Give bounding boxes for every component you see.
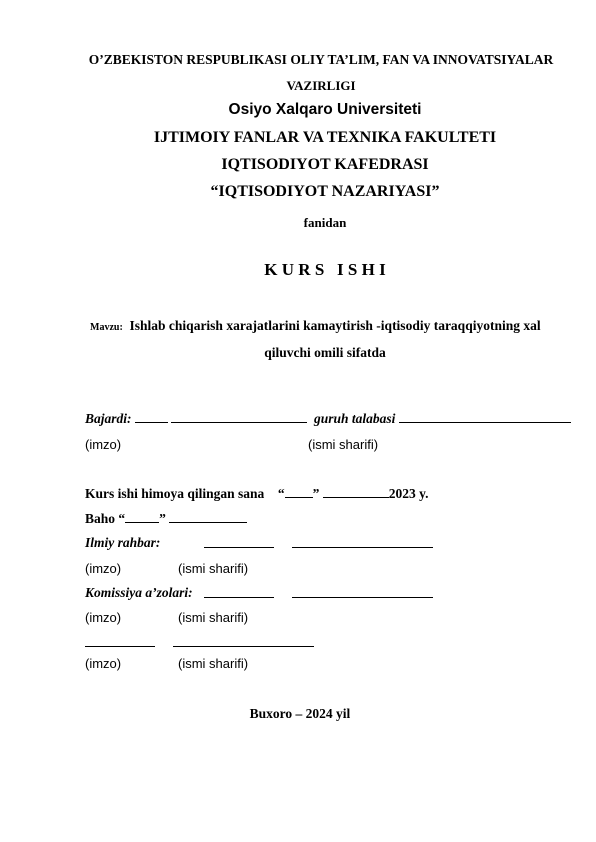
defense-label: Kurs ishi himoya qilingan sana (85, 486, 265, 501)
rahbar-imzo: (imzo) (85, 561, 122, 576)
komissiya-imzo-1: (imzo) (85, 610, 122, 625)
komissiya-ismi-2: (ismi sharifi) (178, 656, 249, 671)
faculty-name: IJTIMOIY FANLAR VA TEXNIKA FAKULTETI (153, 129, 497, 146)
defense-year: 2023 y. (388, 486, 429, 501)
topic-line-2: qiluvchi omili sifatda (264, 345, 386, 360)
topic-label: Mavzu: (90, 322, 123, 333)
baho-grade-line (125, 510, 159, 523)
defense-month-line (323, 485, 389, 498)
komissiya-imzo-2: (imzo) (85, 656, 122, 671)
guruh-line (399, 410, 571, 423)
komissiya-sign-line-2 (85, 634, 155, 647)
defense-close-quote: ” (312, 486, 320, 501)
bajardi-row (85, 410, 571, 427)
bajardi-name-line (171, 410, 307, 423)
subject-suffix: fanidan (303, 215, 347, 230)
komissiya-label: Komissiya a’zolari: (85, 585, 193, 600)
komissiya-sign-line-1 (204, 585, 274, 598)
subject-name: “IQTISODIYOT NAZARIYASI” (210, 183, 440, 200)
defense-open-quote: “ (277, 486, 285, 501)
guruh-label: guruh talabasi (314, 411, 396, 426)
ministry-line-2: VAZIRLIGI (286, 78, 356, 93)
baho-row (85, 510, 247, 527)
defense-row (85, 485, 428, 502)
baho-label: Baho “ (85, 511, 126, 526)
department-name: IQTISODIYOT KAFEDRASI (221, 156, 429, 173)
baho-words-line (169, 510, 247, 523)
komissiya-name-line-2 (173, 634, 314, 647)
defense-day-line (285, 485, 313, 498)
bajardi-imzo: (imzo) (85, 437, 122, 452)
rahbar-label: Ilmiy rahbar: (85, 535, 161, 550)
topic-text-1: Ishlab chiqarish xarajatlarini kamaytirish -iqtisodiy taraqqiyotning xal (129, 318, 541, 333)
topic-line-1 (90, 318, 541, 334)
university-name: Osiyo Xalqaro Universiteti (228, 101, 422, 118)
rahbar-sign-line (204, 535, 274, 548)
document-title: K U R S I S H I (264, 260, 386, 279)
rahbar-name-line (292, 535, 433, 548)
ministry-line-1: O’ZBEKISTON RESPUBLIKASI OLIY TA’LIM, FAN VA INNOVATSIYALAR (88, 52, 554, 67)
bajardi-short-line (135, 410, 168, 423)
baho-close-quote: ” (159, 511, 166, 526)
bajardi-ismi: (ismi sharifi) (308, 437, 379, 452)
rahbar-ismi: (ismi sharifi) (178, 561, 249, 576)
footer-place-year: Buxoro – 2024 yil (249, 706, 351, 721)
komissiya-name-line-1 (292, 585, 433, 598)
komissiya-ismi-1: (ismi sharifi) (178, 610, 249, 625)
bajardi-label: Bajardi: (85, 411, 132, 426)
